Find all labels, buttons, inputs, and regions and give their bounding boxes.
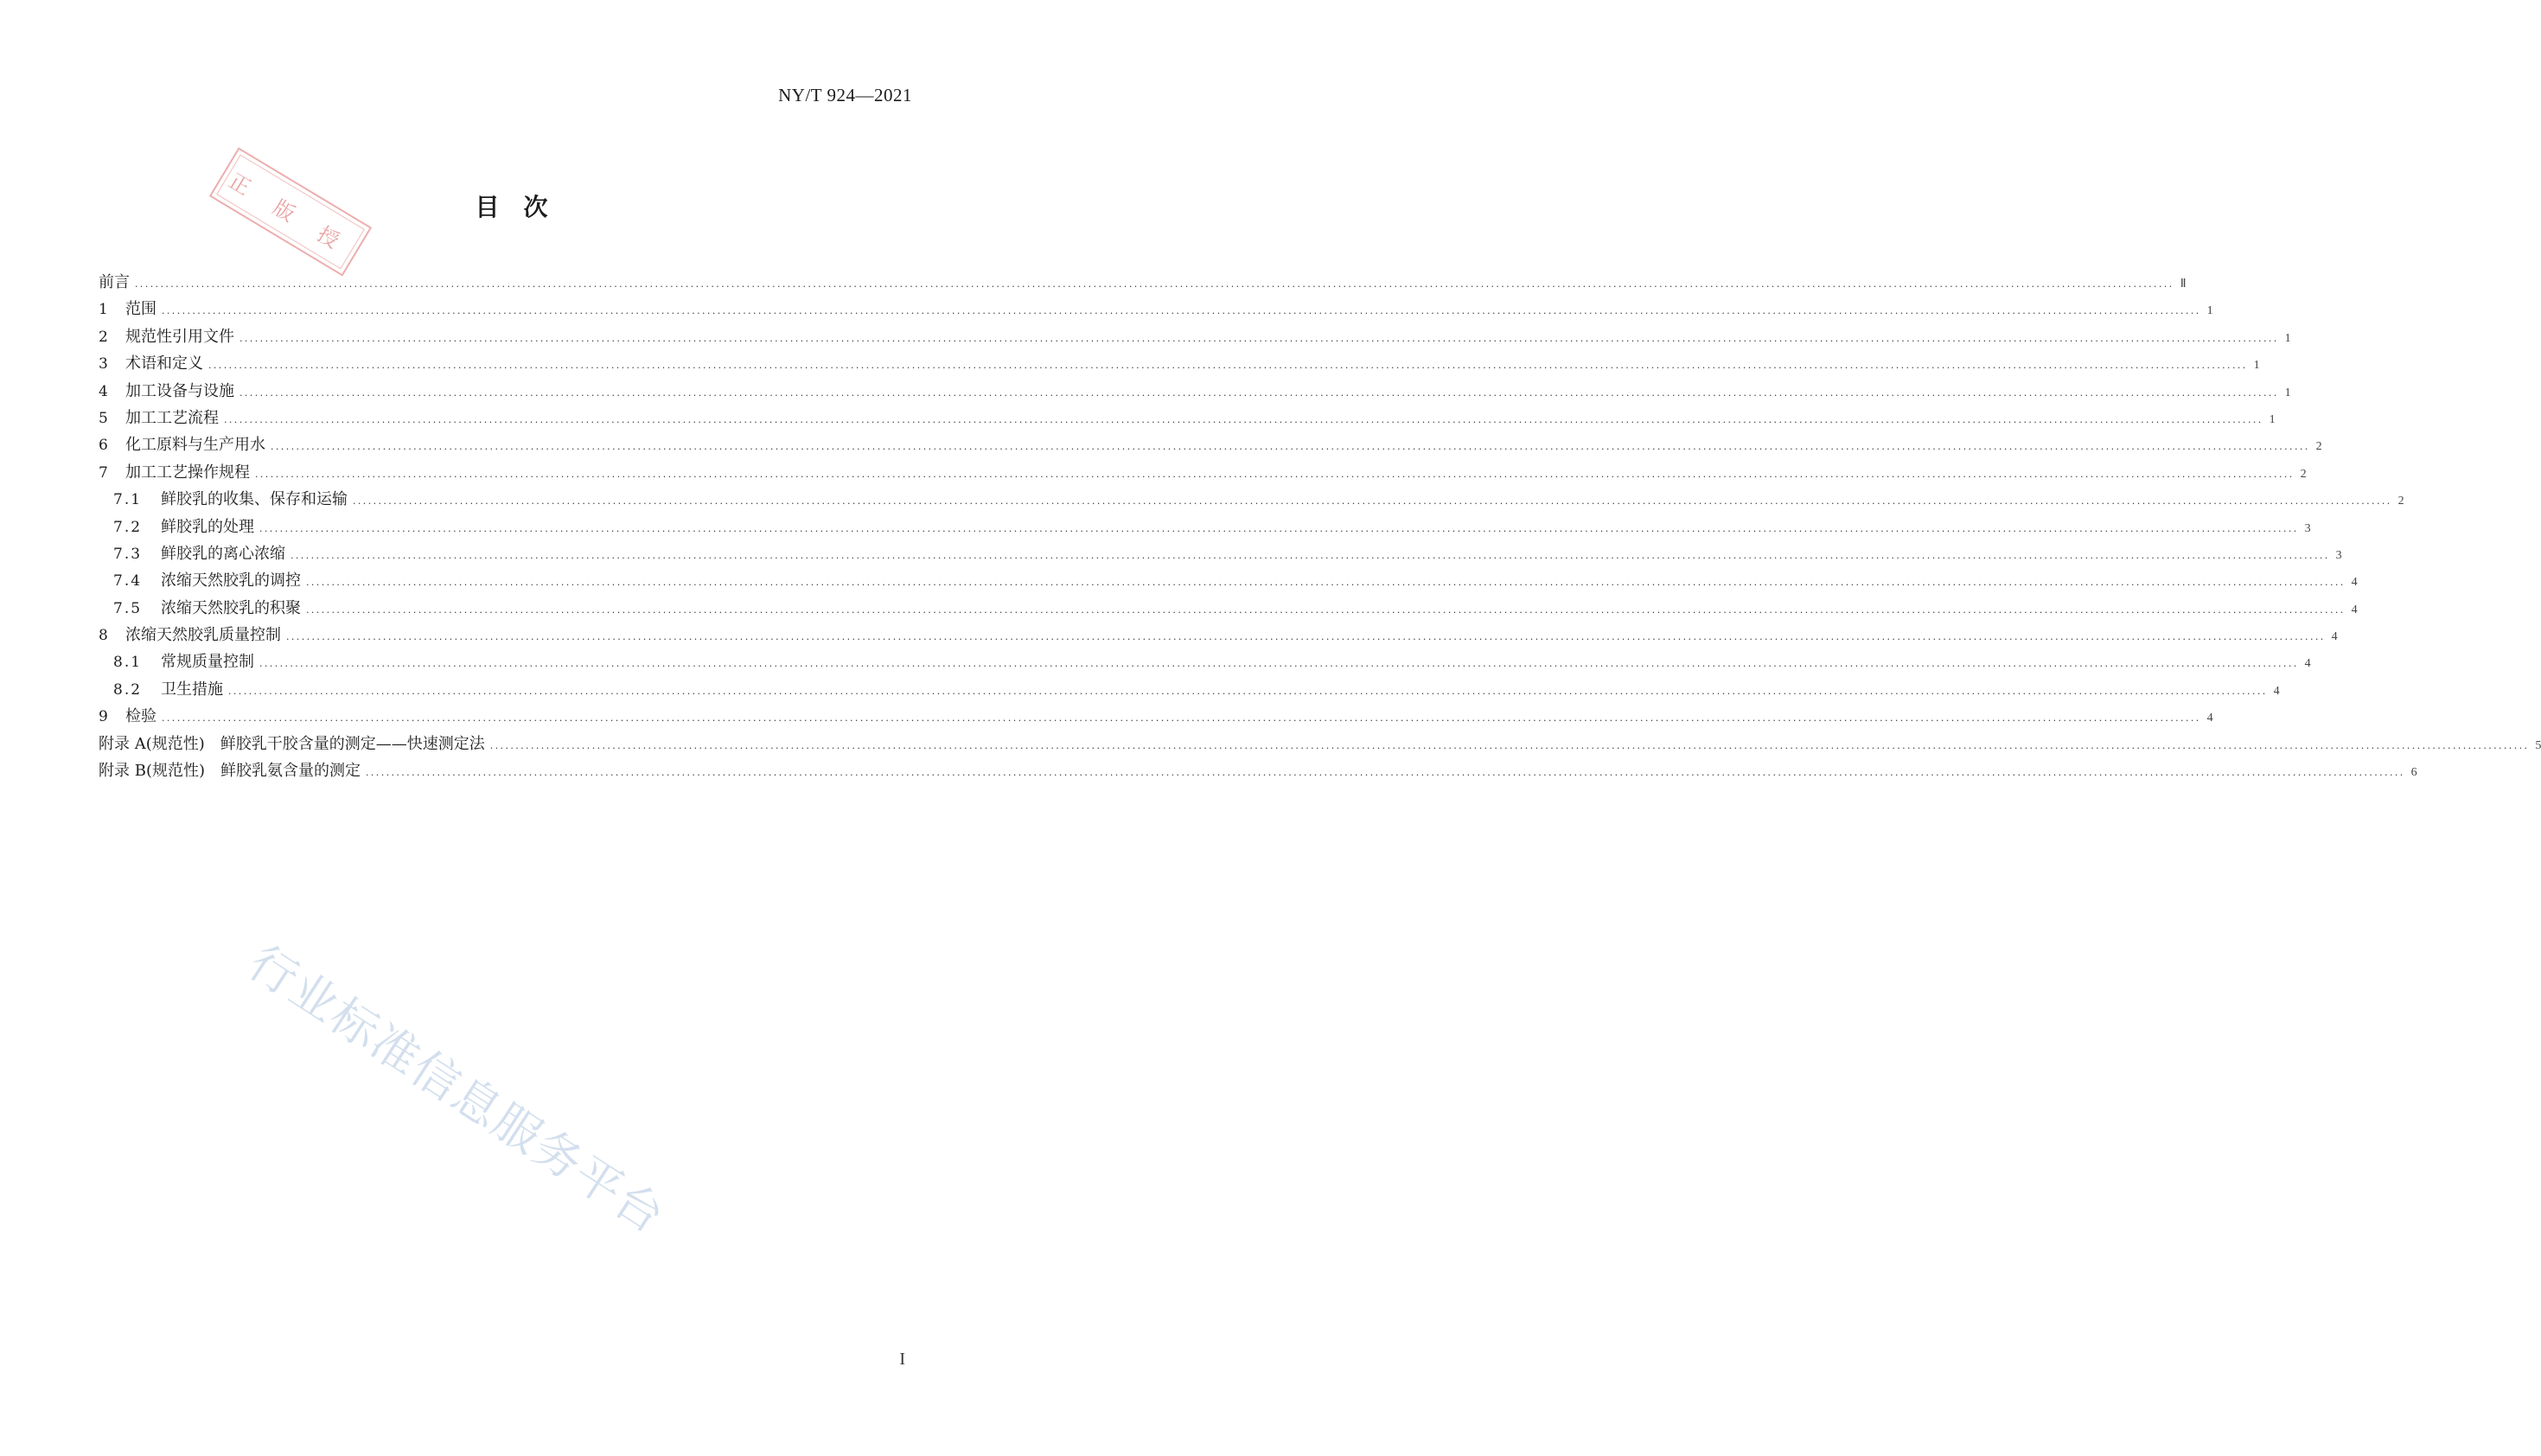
toc-entry-title: 检验 [125,707,156,726]
toc-entry[interactable] [99,567,2358,594]
toc-entry-number: 5 [99,409,108,427]
toc-entry[interactable] [99,514,2311,540]
toc-entry-number: 4 [99,382,108,400]
toc-entry[interactable] [99,323,2291,350]
toc-entry[interactable] [99,486,2404,513]
toc-leader-dots: ................................................................................................................................................................................................................................................................................................................................................................................................................ [290,549,2330,561]
toc-entry-number: 7.3 [113,545,143,563]
toc-entry-number: 9 [99,708,108,726]
toc-entry[interactable] [99,431,2322,458]
toc-entry-number: 1 [99,301,108,319]
toc-leader-dots: ................................................................................................................................................................................................................................................................................................................................................................................................................ [306,603,2346,616]
table-of-contents [99,269,2541,784]
toc-entry-number: 6 [99,437,108,455]
toc-entry-page: 1 [2253,359,2260,373]
toc-entry-page: 1 [2284,331,2291,345]
toc-entry[interactable] [99,595,2358,622]
toc-leader-dots: ................................................................................................................................................................................................................................................................................................................................................................................................................ [259,522,2299,534]
toc-entry-number: 2 [99,328,108,346]
toc-entry-page: 2 [2397,495,2404,508]
toc-leader-dots: ................................................................................................................................................................................................................................................................................................................................................................................................................ [239,332,2279,344]
toc-entry-page: 1 [2269,412,2276,426]
toc-entry-title: 规范性引用文件 [125,327,234,346]
toc-entry-title: 鲜胶乳的离心浓缩 [161,544,285,563]
toc-entry-number: 7.2 [113,518,143,536]
toc-leader-dots: ................................................................................................................................................................................................................................................................................................................................................................................................................ [208,360,2248,372]
toc-entry-number: 8 [99,627,108,645]
toc-entry[interactable] [99,676,2280,703]
toc-entry-page: 4 [2273,684,2280,698]
toc-entry-title: 术语和定义 [125,354,203,374]
toc-leader-dots: ................................................................................................................................................................................................................................................................................................................................................................................................................ [286,631,2326,643]
toc-entry[interactable] [99,622,2338,648]
toc-entry[interactable] [99,703,2213,730]
toc-leader-dots: ................................................................................................................................................................................................................................................................................................................................................................................................................ [162,712,2201,725]
toc-entry-title: 浓缩天然胶乳质量控制 [125,626,281,645]
toc-entry[interactable] [99,459,2307,486]
toc-entry-page: 1 [2284,386,2291,399]
toc-entry-page: 4 [2351,576,2358,590]
toc-entry[interactable] [99,757,2417,784]
toc-entry-number: 7 [99,463,108,482]
toc-entry-page: 2 [2300,467,2307,481]
toc-entry-title: 鲜胶乳的收集、保存和运输 [161,490,348,509]
standard-code: NY/T 924—2021 [778,85,912,105]
toc-leader-dots: ................................................................................................................................................................................................................................................................................................................................................................................................................ [162,305,2201,317]
toc-entry[interactable] [99,731,2541,757]
toc-entry[interactable] [99,378,2291,405]
toc-entry-page: 3 [2304,521,2311,535]
toc-leader-dots: ................................................................................................................................................................................................................................................................................................................................................................................................................ [489,739,2530,751]
toc-entry[interactable] [99,648,2311,675]
toc-entry-page: 2 [2315,440,2322,454]
toc-entry[interactable] [99,540,2342,567]
toc-entry-number: 3 [99,355,108,374]
toc-entry-number: 8.1 [113,654,143,672]
toc-leader-dots: ................................................................................................................................................................................................................................................................................................................................................................................................................ [224,413,2263,425]
toc-entry-page: 4 [2206,712,2213,725]
toc-entry-page: 5 [2535,738,2541,752]
toc-entry-number: 8.2 [113,680,143,699]
toc-leader-dots: ................................................................................................................................................................................................................................................................................................................................................................................................................ [306,577,2346,589]
toc-entry-title: 加工工艺流程 [125,408,219,427]
toc-entry-page: 1 [2206,304,2213,318]
toc-entry-title: 前言 [99,273,130,291]
toc-entry-number: 7.4 [113,572,143,591]
toc-entry[interactable] [99,405,2276,431]
toc-leader-dots: ................................................................................................................................................................................................................................................................................................................................................................................................................ [366,767,2405,779]
toc-title: 目 次 [475,193,548,221]
toc-entry-title: 卫生措施 [161,680,223,699]
watermark: 行业标准信息服务平台 [239,935,675,1245]
toc-leader-dots: ................................................................................................................................................................................................................................................................................................................................................................................................................ [353,495,2392,508]
page-number: I [899,1350,905,1369]
toc-leader-dots: ................................................................................................................................................................................................................................................................................................................................................................................................................ [259,658,2299,670]
toc-entry-title: 常规质量控制 [161,653,254,672]
toc-entry-title: 浓缩天然胶乳的积聚 [161,598,301,617]
toc-entry-title: 加工设备与设施 [125,381,234,400]
toc-entry-page: 4 [2331,630,2338,644]
toc-entry-title: 化工原料与生产用水 [125,436,265,455]
toc-entry-title: 附录 A(规范性) 鲜胶乳干胶含量的测定——快速测定法 [99,734,485,753]
toc-entry-title: 范围 [125,300,156,319]
toc-entry-page: 4 [2304,657,2311,671]
toc-entry[interactable] [99,269,2187,296]
toc-entry-number: 7.5 [113,599,143,617]
toc-entry[interactable] [99,350,2260,377]
toc-leader-dots: ................................................................................................................................................................................................................................................................................................................................................................................................................ [271,441,2310,453]
stamp-text: 正 版 授 [225,168,354,259]
toc-entry-page: Ⅱ [2180,278,2187,291]
toc-entry-title: 浓缩天然胶乳的调控 [161,572,301,591]
toc-entry-page: 3 [2335,548,2342,562]
toc-leader-dots: ................................................................................................................................................................................................................................................................................................................................................................................................................ [135,278,2174,290]
toc-entry-title: 加工工艺操作规程 [125,463,250,482]
toc-entry[interactable] [99,296,2213,322]
toc-entry-title: 鲜胶乳的处理 [161,517,254,536]
toc-entry-number: 7.1 [113,491,143,509]
toc-leader-dots: ................................................................................................................................................................................................................................................................................................................................................................................................................ [255,468,2295,480]
toc-entry-title: 附录 B(规范性) 鲜胶乳氨含量的测定 [99,762,361,781]
toc-leader-dots: ................................................................................................................................................................................................................................................................................................................................................................................................................ [239,386,2279,399]
toc-entry-page: 6 [2410,766,2417,780]
toc-entry-page: 4 [2351,603,2358,616]
toc-leader-dots: ................................................................................................................................................................................................................................................................................................................................................................................................................ [228,685,2268,697]
